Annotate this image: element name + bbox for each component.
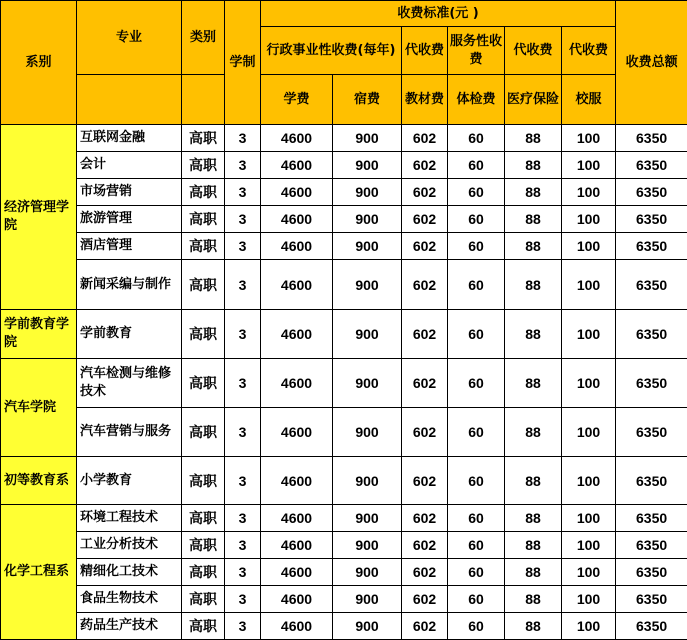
header-uniform: 校服 [562, 75, 616, 125]
level-cell: 高职 [182, 559, 225, 586]
medical-cell: 88 [505, 310, 562, 359]
major-cell: 学前教育 [77, 310, 182, 359]
table-row [1, 505, 687, 532]
textbook-cell: 602 [402, 613, 448, 640]
checkup-cell: 60 [448, 505, 505, 532]
header-fee-standard: 收费标准(元 ) [261, 1, 616, 27]
medical-cell: 88 [505, 152, 562, 179]
major-cell: 互联网金融 [77, 125, 182, 152]
total-cell: 6350 [616, 179, 687, 206]
checkup-cell: 60 [448, 206, 505, 233]
major-cell: 精细化工技术 [77, 559, 182, 586]
total-cell: 6350 [616, 613, 687, 640]
dept-cell: 学前教育学院 [1, 310, 77, 359]
tuition-cell: 4600 [261, 559, 333, 586]
textbook-cell: 602 [402, 125, 448, 152]
dorm-cell: 900 [333, 310, 402, 359]
level-cell: 高职 [182, 532, 225, 559]
header-textbook: 教材费 [402, 75, 448, 125]
dorm-cell: 900 [333, 260, 402, 310]
dorm-cell: 900 [333, 125, 402, 152]
uniform-cell: 100 [562, 408, 616, 457]
level-cell: 高职 [182, 125, 225, 152]
tuition-cell: 4600 [261, 152, 333, 179]
header-agent-fee: 代收费 [402, 27, 448, 75]
checkup-cell: 60 [448, 532, 505, 559]
table-row [1, 457, 687, 505]
uniform-cell: 100 [562, 359, 616, 408]
table-row [1, 233, 687, 260]
dept-cell: 经济管理学院 [1, 125, 77, 310]
years-cell: 3 [225, 233, 261, 260]
level-cell: 高职 [182, 310, 225, 359]
major-cell: 工业分析技术 [77, 532, 182, 559]
total-cell: 6350 [616, 359, 687, 408]
textbook-cell: 602 [402, 359, 448, 408]
table-row [1, 206, 687, 233]
level-cell: 高职 [182, 613, 225, 640]
major-cell: 药品生产技术 [77, 613, 182, 640]
tuition-cell: 4600 [261, 125, 333, 152]
dept-cell: 汽车学院 [1, 359, 77, 457]
level-cell: 高职 [182, 359, 225, 408]
uniform-cell: 100 [562, 532, 616, 559]
dorm-cell: 900 [333, 559, 402, 586]
dorm-cell: 900 [333, 613, 402, 640]
medical-cell: 88 [505, 505, 562, 532]
uniform-cell: 100 [562, 125, 616, 152]
checkup-cell: 60 [448, 559, 505, 586]
major-cell: 汽车检测与维修技术 [77, 359, 182, 408]
uniform-cell: 100 [562, 233, 616, 260]
medical-cell: 88 [505, 408, 562, 457]
years-cell: 3 [225, 532, 261, 559]
uniform-cell: 100 [562, 206, 616, 233]
checkup-cell: 60 [448, 613, 505, 640]
header-service-fee: 服务性收费 [448, 27, 505, 75]
tuition-cell: 4600 [261, 532, 333, 559]
medical-cell: 88 [505, 179, 562, 206]
dept-cell: 初等教育系 [1, 457, 77, 505]
checkup-cell: 60 [448, 260, 505, 310]
textbook-cell: 602 [402, 408, 448, 457]
major-cell: 小学教育 [77, 457, 182, 505]
years-cell: 3 [225, 206, 261, 233]
total-cell: 6350 [616, 586, 687, 613]
medical-cell: 88 [505, 613, 562, 640]
header-dorm: 宿费 [333, 75, 402, 125]
uniform-cell: 100 [562, 457, 616, 505]
major-cell: 会计 [77, 152, 182, 179]
tuition-cell: 4600 [261, 586, 333, 613]
total-cell: 6350 [616, 233, 687, 260]
header-total: 收费总额 [616, 1, 687, 125]
total-cell: 6350 [616, 206, 687, 233]
checkup-cell: 60 [448, 586, 505, 613]
table-row [1, 152, 687, 179]
table-row [1, 260, 687, 310]
header-medical: 医疗保险 [505, 75, 562, 125]
medical-cell: 88 [505, 125, 562, 152]
level-cell: 高职 [182, 457, 225, 505]
total-cell: 6350 [616, 457, 687, 505]
major-cell: 环境工程技术 [77, 505, 182, 532]
uniform-cell: 100 [562, 179, 616, 206]
years-cell: 3 [225, 152, 261, 179]
years-cell: 3 [225, 559, 261, 586]
table-row [1, 559, 687, 586]
dorm-cell: 900 [333, 206, 402, 233]
textbook-cell: 602 [402, 152, 448, 179]
tuition-cell: 4600 [261, 233, 333, 260]
major-cell: 旅游管理 [77, 206, 182, 233]
header-agent-fee: 代收费 [562, 27, 616, 75]
medical-cell: 88 [505, 559, 562, 586]
uniform-cell: 100 [562, 613, 616, 640]
level-cell: 高职 [182, 233, 225, 260]
table-row [1, 125, 687, 152]
medical-cell: 88 [505, 233, 562, 260]
table-row [1, 179, 687, 206]
total-cell: 6350 [616, 408, 687, 457]
tuition-cell: 4600 [261, 408, 333, 457]
level-cell: 高职 [182, 260, 225, 310]
checkup-cell: 60 [448, 408, 505, 457]
level-cell: 高职 [182, 179, 225, 206]
total-cell: 6350 [616, 559, 687, 586]
uniform-cell: 100 [562, 260, 616, 310]
textbook-cell: 602 [402, 310, 448, 359]
dorm-cell: 900 [333, 408, 402, 457]
total-cell: 6350 [616, 260, 687, 310]
level-cell: 高职 [182, 505, 225, 532]
medical-cell: 88 [505, 206, 562, 233]
total-cell: 6350 [616, 310, 687, 359]
table-row [1, 359, 687, 408]
table-row [1, 532, 687, 559]
years-cell: 3 [225, 179, 261, 206]
uniform-cell: 100 [562, 152, 616, 179]
table-row [1, 408, 687, 457]
checkup-cell: 60 [448, 359, 505, 408]
dorm-cell: 900 [333, 152, 402, 179]
dorm-cell: 900 [333, 457, 402, 505]
dorm-cell: 900 [333, 505, 402, 532]
header-checkup: 体检费 [448, 75, 505, 125]
checkup-cell: 60 [448, 233, 505, 260]
table-row [1, 613, 687, 640]
total-cell: 6350 [616, 125, 687, 152]
years-cell: 3 [225, 260, 261, 310]
header-major: 专业 [77, 1, 182, 75]
years-cell: 3 [225, 359, 261, 408]
checkup-cell: 60 [448, 125, 505, 152]
header-level: 类别 [182, 1, 225, 75]
tuition-cell: 4600 [261, 505, 333, 532]
dorm-cell: 900 [333, 233, 402, 260]
textbook-cell: 602 [402, 532, 448, 559]
tuition-cell: 4600 [261, 359, 333, 408]
total-cell: 6350 [616, 532, 687, 559]
years-cell: 3 [225, 408, 261, 457]
total-cell: 6350 [616, 505, 687, 532]
tuition-cell: 4600 [261, 179, 333, 206]
textbook-cell: 602 [402, 586, 448, 613]
medical-cell: 88 [505, 586, 562, 613]
major-cell: 市场营销 [77, 179, 182, 206]
level-cell: 高职 [182, 152, 225, 179]
tuition-cell: 4600 [261, 206, 333, 233]
years-cell: 3 [225, 586, 261, 613]
textbook-cell: 602 [402, 457, 448, 505]
dorm-cell: 900 [333, 586, 402, 613]
header-dept: 系别 [1, 1, 77, 125]
textbook-cell: 602 [402, 505, 448, 532]
years-cell: 3 [225, 613, 261, 640]
textbook-cell: 602 [402, 260, 448, 310]
tuition-cell: 4600 [261, 310, 333, 359]
tuition-cell: 4600 [261, 457, 333, 505]
level-cell: 高职 [182, 586, 225, 613]
checkup-cell: 60 [448, 152, 505, 179]
fee-table-body [1, 125, 687, 640]
level-cell: 高职 [182, 408, 225, 457]
checkup-cell: 60 [448, 310, 505, 359]
dorm-cell: 900 [333, 359, 402, 408]
uniform-cell: 100 [562, 586, 616, 613]
medical-cell: 88 [505, 457, 562, 505]
textbook-cell: 602 [402, 233, 448, 260]
header-years: 学制 [225, 1, 261, 125]
textbook-cell: 602 [402, 206, 448, 233]
uniform-cell: 100 [562, 310, 616, 359]
years-cell: 3 [225, 505, 261, 532]
header-blank [77, 75, 182, 125]
major-cell: 新闻采编与制作 [77, 260, 182, 310]
header-blank [182, 75, 225, 125]
table-row [1, 586, 687, 613]
tuition-cell: 4600 [261, 613, 333, 640]
major-cell: 酒店管理 [77, 233, 182, 260]
years-cell: 3 [225, 310, 261, 359]
years-cell: 3 [225, 125, 261, 152]
medical-cell: 88 [505, 260, 562, 310]
uniform-cell: 100 [562, 559, 616, 586]
checkup-cell: 60 [448, 457, 505, 505]
header-tuition: 学费 [261, 75, 333, 125]
header-agent-fee: 代收费 [505, 27, 562, 75]
medical-cell: 88 [505, 359, 562, 408]
table-row [1, 310, 687, 359]
dept-cell: 化学工程系 [1, 505, 77, 640]
major-cell: 食品生物技术 [77, 586, 182, 613]
dorm-cell: 900 [333, 532, 402, 559]
textbook-cell: 602 [402, 179, 448, 206]
years-cell: 3 [225, 457, 261, 505]
level-cell: 高职 [182, 206, 225, 233]
tuition-cell: 4600 [261, 260, 333, 310]
textbook-cell: 602 [402, 559, 448, 586]
checkup-cell: 60 [448, 179, 505, 206]
dorm-cell: 900 [333, 179, 402, 206]
total-cell: 6350 [616, 152, 687, 179]
medical-cell: 88 [505, 532, 562, 559]
uniform-cell: 100 [562, 505, 616, 532]
major-cell: 汽车营销与服务 [77, 408, 182, 457]
header-admin-fee: 行政事业性收费(每年) [261, 27, 402, 75]
